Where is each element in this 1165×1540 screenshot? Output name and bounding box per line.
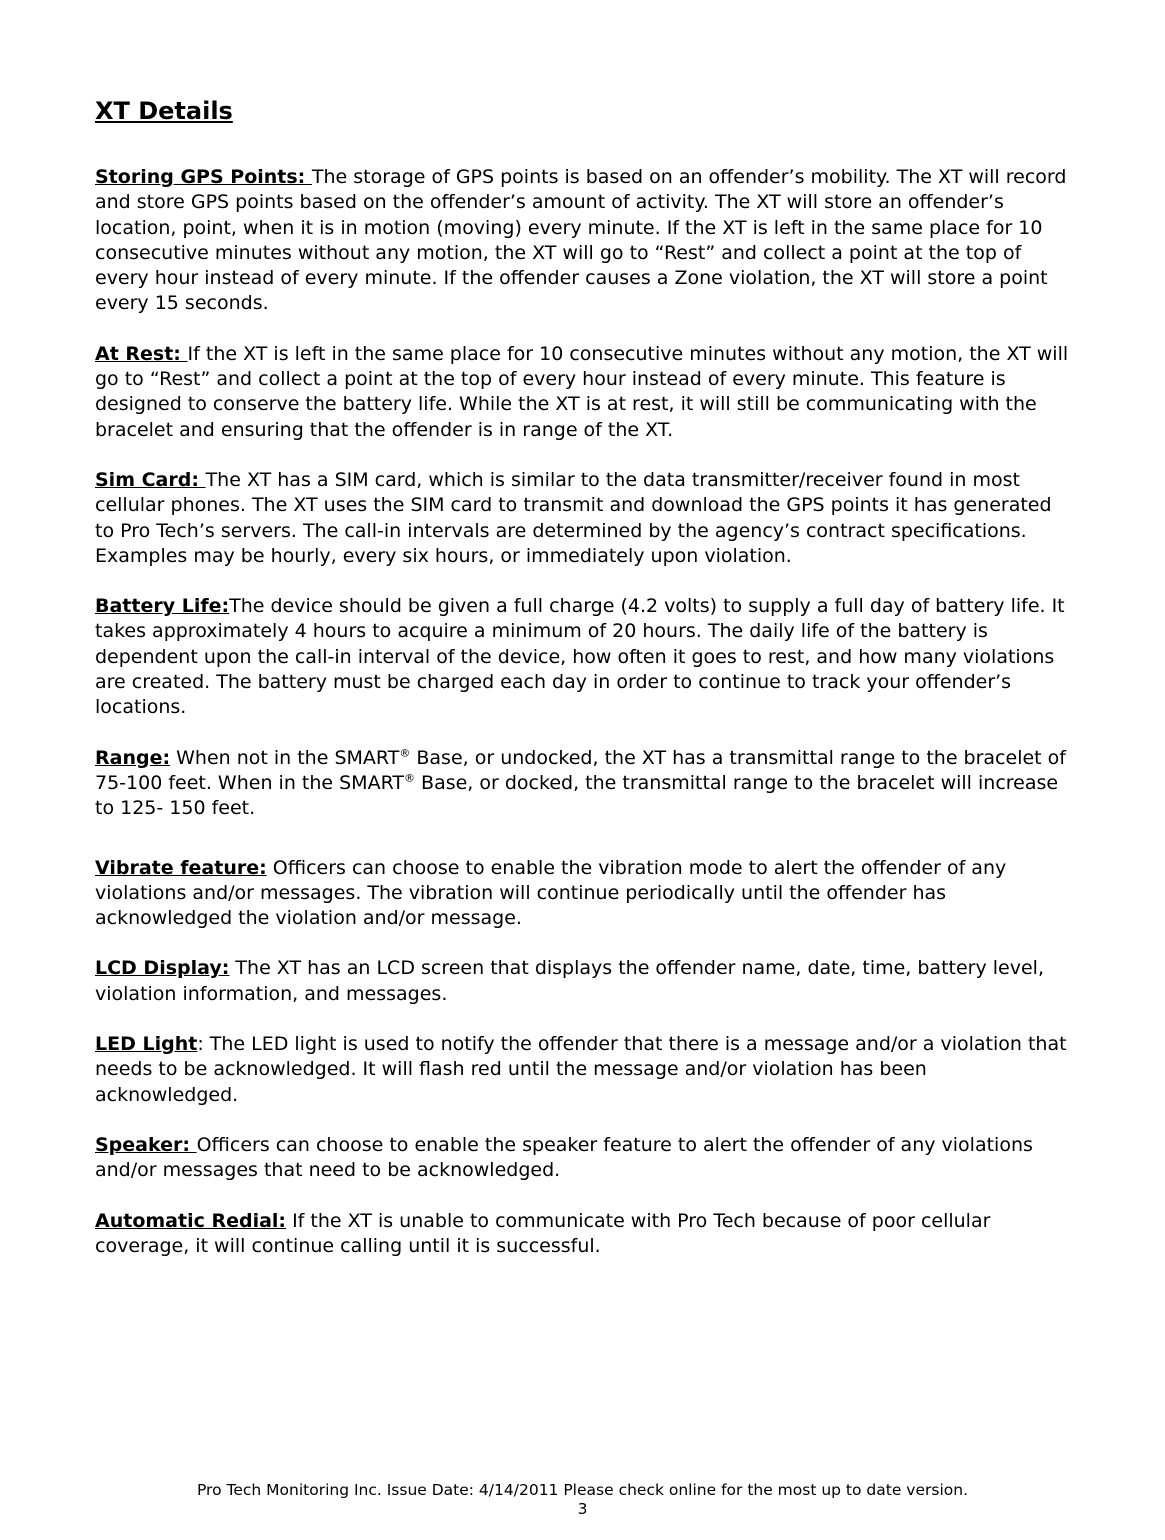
section-text: The XT has an LCD screen that displays the offender name, date, time, battery level, violation information, and messages.	[95, 957, 1044, 1005]
section-text: The storage of GPS points is based on an offender’s mobility. The XT will record and store GPS points based on the offender’s amount of activity. The XT will store an offender’s location, point, when it is in motion (moving) every minute. If the XT is left in the same place for 10 consecutive minutes without any motion, the XT will go to “Rest” and collect a point at the top of every hour instead of every minute. If the offender causes a Zone violation, the XT will store a point every 15 seconds.	[95, 166, 1067, 315]
section-label: Vibrate feature:	[95, 856, 267, 879]
document-body	[95, 95, 1070, 1284]
section-label: LED Light	[95, 1033, 198, 1056]
section-vibrate-feature	[95, 856, 1070, 932]
section-label-suffix: :	[221, 595, 230, 618]
section-text: Officers can choose to enable the vibration mode to alert the offender of any violations and/or messages. The vibration will continue periodically until the offender has acknowledged the violation and/or message.	[95, 856, 1007, 930]
section-text-part: Base, or docked, the transmittal range to the bracelet will increase to 125- 150 feet.	[95, 771, 1059, 820]
section-text-part: Base, or undocked, the XT has a transmittal range to the bracelet of 75-100 feet. When in the SMART	[95, 746, 1066, 794]
section-label: Speaker:	[95, 1133, 197, 1156]
section-label: Range:	[95, 746, 171, 769]
section-automatic-redial	[95, 1209, 1070, 1260]
section-label: Automatic Redial:	[95, 1209, 287, 1232]
section-text: If the XT is unable to communicate with Pro Tech because of poor cellular coverage, it will continue calling until it is successful.	[95, 1209, 991, 1257]
section-text: Officers can choose to enable the speaker feature to alert the offender of any violations and/or messages that need to be acknowledged.	[95, 1133, 1033, 1182]
section-led-light	[95, 1032, 1070, 1108]
section-at-rest	[95, 342, 1070, 443]
registered-mark: ®	[399, 746, 411, 760]
section-battery-life	[95, 594, 1070, 720]
footer-text: Pro Tech Monitoring Inc. Issue Date: 4/14/2011 Please check online for the most up to date version.	[196, 1481, 968, 1499]
section-label: Sim Card:	[95, 468, 206, 491]
section-lcd-display	[95, 956, 1070, 1007]
section-label: LCD Display:	[95, 957, 230, 980]
page-footer	[0, 1481, 1165, 1519]
section-sim-card	[95, 468, 1070, 569]
page-title: XT Details	[95, 97, 233, 125]
section-storing-gps-points	[95, 165, 1070, 317]
section-label: Storing GPS Points:	[95, 166, 312, 188]
section-label: At Rest:	[95, 342, 188, 365]
section-text: The XT has a SIM card, which is similar to the data transmitter/receiver found in most cellular phones. The XT uses the SIM card to transmit and download the GPS points it has generated to Pro Tech’s servers. The call-in intervals are determined by the agency’s contract specifications. Examples may be hourly, every six hours, or immediately upon violation.	[95, 468, 1052, 567]
section-range	[95, 746, 1070, 822]
section-text: The device should be given a full charge (4.2 volts) to supply a full day of battery life. It takes approximately 4 hours to acquire a minimum of 20 hours. The daily life of the battery is dependent upon the call-in interval of the device, how often it goes to rest, and how many violations are created. The battery must be charged each day in order to continue to track your offender’s locations.	[95, 595, 1065, 719]
section-speaker	[95, 1133, 1070, 1184]
section-text-part: When not in the SMART	[170, 746, 400, 769]
page-number: 3	[577, 1500, 588, 1518]
registered-mark: ®	[404, 771, 415, 785]
section-label: Battery Life	[95, 595, 222, 618]
section-text: : The LED light is used to notify the offender that there is a message and/or a violation that needs to be acknowledged. It will flash red until the message and/or violation has been acknowledged.	[95, 1033, 1067, 1106]
section-text: If the XT is left in the same place for 10 consecutive minutes without any motion, the XT will go to “Rest” and collect a point at the top of every hour instead of every minute. This feature is designed to conserve the battery life. While the XT is at rest, it will still be communicating with the bracelet and ensuring that the offender is in range of the XT.	[95, 342, 1069, 441]
